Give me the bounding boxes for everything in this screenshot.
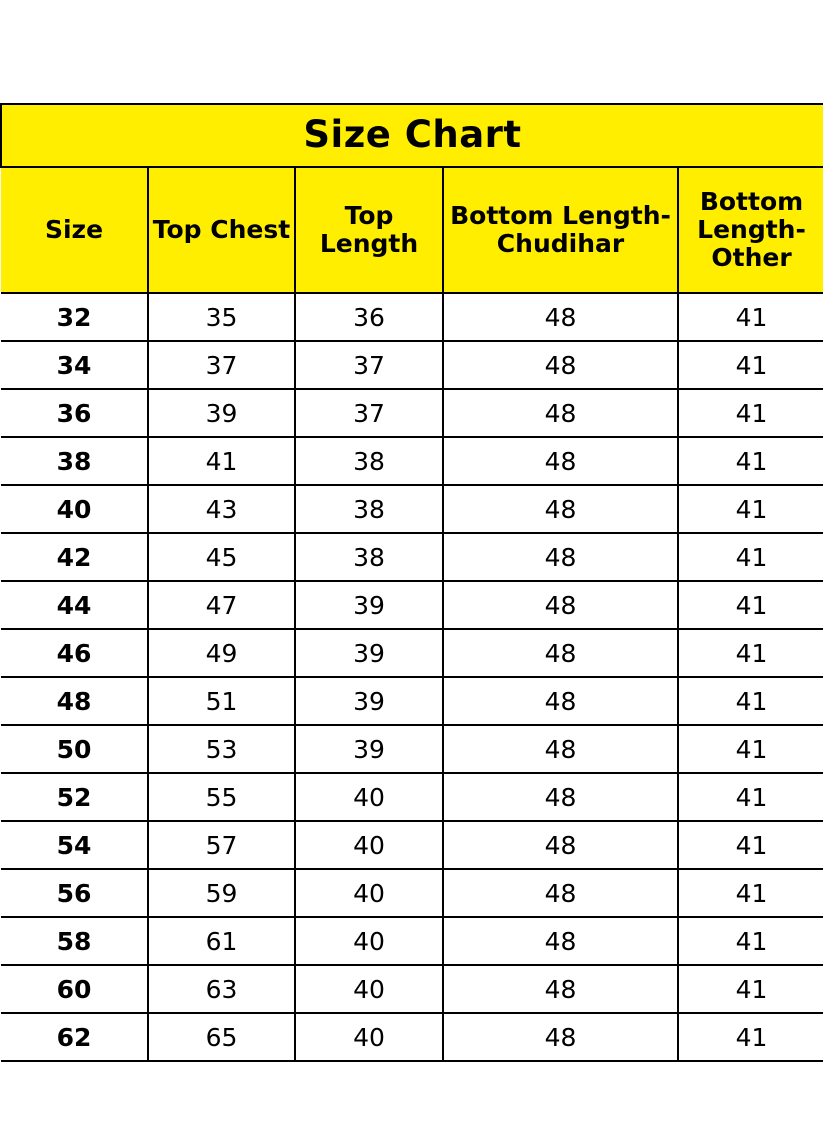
table-cell: 39 <box>295 725 443 773</box>
table-cell: 41 <box>678 869 823 917</box>
table-cell: 48 <box>443 581 678 629</box>
table-cell: 48 <box>443 389 678 437</box>
table-cell: 40 <box>295 821 443 869</box>
table-cell: 53 <box>148 725 295 773</box>
table-cell: 45 <box>148 533 295 581</box>
table-cell: 40 <box>295 773 443 821</box>
table-cell: 48 <box>443 677 678 725</box>
table-cell: 41 <box>678 1013 823 1061</box>
column-header-bottom-length-chudihar: Bottom Length-Chudihar <box>443 167 678 293</box>
table-cell: 40 <box>295 965 443 1013</box>
table-row <box>1 821 823 869</box>
chart-title-row <box>1 104 823 167</box>
table-row <box>1 341 823 389</box>
table-cell: 56 <box>1 869 148 917</box>
table-row <box>1 677 823 725</box>
table-cell: 37 <box>295 341 443 389</box>
table-cell: 39 <box>148 389 295 437</box>
table-row <box>1 581 823 629</box>
table-cell: 41 <box>678 773 823 821</box>
table-cell: 32 <box>1 293 148 341</box>
table-cell: 41 <box>148 437 295 485</box>
table-cell: 48 <box>443 773 678 821</box>
table-cell: 37 <box>295 389 443 437</box>
table-cell: 40 <box>295 1013 443 1061</box>
table-cell: 40 <box>295 917 443 965</box>
table-cell: 41 <box>678 677 823 725</box>
table-cell: 48 <box>443 821 678 869</box>
table-row <box>1 293 823 341</box>
table-cell: 48 <box>443 485 678 533</box>
table-cell: 47 <box>148 581 295 629</box>
table-header-row <box>1 167 823 293</box>
table-cell: 46 <box>1 629 148 677</box>
table-cell: 40 <box>1 485 148 533</box>
table-row <box>1 485 823 533</box>
column-header-bottom-length-other: Bottom Length-Other <box>678 167 823 293</box>
table-cell: 50 <box>1 725 148 773</box>
table-cell: 35 <box>148 293 295 341</box>
table-cell: 57 <box>148 821 295 869</box>
table-cell: 48 <box>443 533 678 581</box>
table-cell: 48 <box>443 965 678 1013</box>
table-cell: 60 <box>1 965 148 1013</box>
table-cell: 41 <box>678 725 823 773</box>
column-header-top-chest: Top Chest <box>148 167 295 293</box>
size-chart-container <box>0 103 823 1062</box>
table-cell: 61 <box>148 917 295 965</box>
table-cell: 62 <box>1 1013 148 1061</box>
table-cell: 52 <box>1 773 148 821</box>
table-row <box>1 869 823 917</box>
table-row <box>1 725 823 773</box>
table-cell: 41 <box>678 581 823 629</box>
table-row <box>1 533 823 581</box>
table-cell: 59 <box>148 869 295 917</box>
table-cell: 48 <box>443 1013 678 1061</box>
table-cell: 63 <box>148 965 295 1013</box>
table-cell: 58 <box>1 917 148 965</box>
table-cell: 65 <box>148 1013 295 1061</box>
table-cell: 39 <box>295 677 443 725</box>
table-cell: 55 <box>148 773 295 821</box>
table-cell: 38 <box>295 437 443 485</box>
size-chart-table <box>0 103 823 1062</box>
table-cell: 37 <box>148 341 295 389</box>
table-cell: 54 <box>1 821 148 869</box>
table-cell: 41 <box>678 965 823 1013</box>
table-cell: 38 <box>295 485 443 533</box>
table-cell: 48 <box>443 341 678 389</box>
table-cell: 41 <box>678 341 823 389</box>
table-cell: 41 <box>678 485 823 533</box>
table-cell: 41 <box>678 821 823 869</box>
table-cell: 41 <box>678 389 823 437</box>
table-cell: 48 <box>443 293 678 341</box>
table-cell: 41 <box>678 293 823 341</box>
table-row <box>1 965 823 1013</box>
table-cell: 49 <box>148 629 295 677</box>
table-cell: 41 <box>678 917 823 965</box>
table-cell: 51 <box>148 677 295 725</box>
table-row <box>1 917 823 965</box>
table-cell: 48 <box>443 869 678 917</box>
table-cell: 42 <box>1 533 148 581</box>
table-row <box>1 1013 823 1061</box>
table-cell: 36 <box>295 293 443 341</box>
table-cell: 39 <box>295 629 443 677</box>
table-cell: 41 <box>678 533 823 581</box>
table-row <box>1 773 823 821</box>
table-cell: 48 <box>443 629 678 677</box>
table-cell: 41 <box>678 437 823 485</box>
table-cell: 48 <box>1 677 148 725</box>
table-row <box>1 437 823 485</box>
table-cell: 48 <box>443 917 678 965</box>
table-cell: 41 <box>678 629 823 677</box>
table-cell: 48 <box>443 725 678 773</box>
column-header-top-length: Top Length <box>295 167 443 293</box>
table-cell: 44 <box>1 581 148 629</box>
table-cell: 43 <box>148 485 295 533</box>
table-cell: 34 <box>1 341 148 389</box>
table-cell: 40 <box>295 869 443 917</box>
table-body <box>1 293 823 1061</box>
table-cell: 39 <box>295 581 443 629</box>
table-cell: 48 <box>443 437 678 485</box>
table-cell: 38 <box>295 533 443 581</box>
table-cell: 38 <box>1 437 148 485</box>
table-cell: 36 <box>1 389 148 437</box>
table-row <box>1 629 823 677</box>
table-row <box>1 389 823 437</box>
page-title: Size Chart <box>1 104 823 167</box>
column-header-size: Size <box>1 167 148 293</box>
